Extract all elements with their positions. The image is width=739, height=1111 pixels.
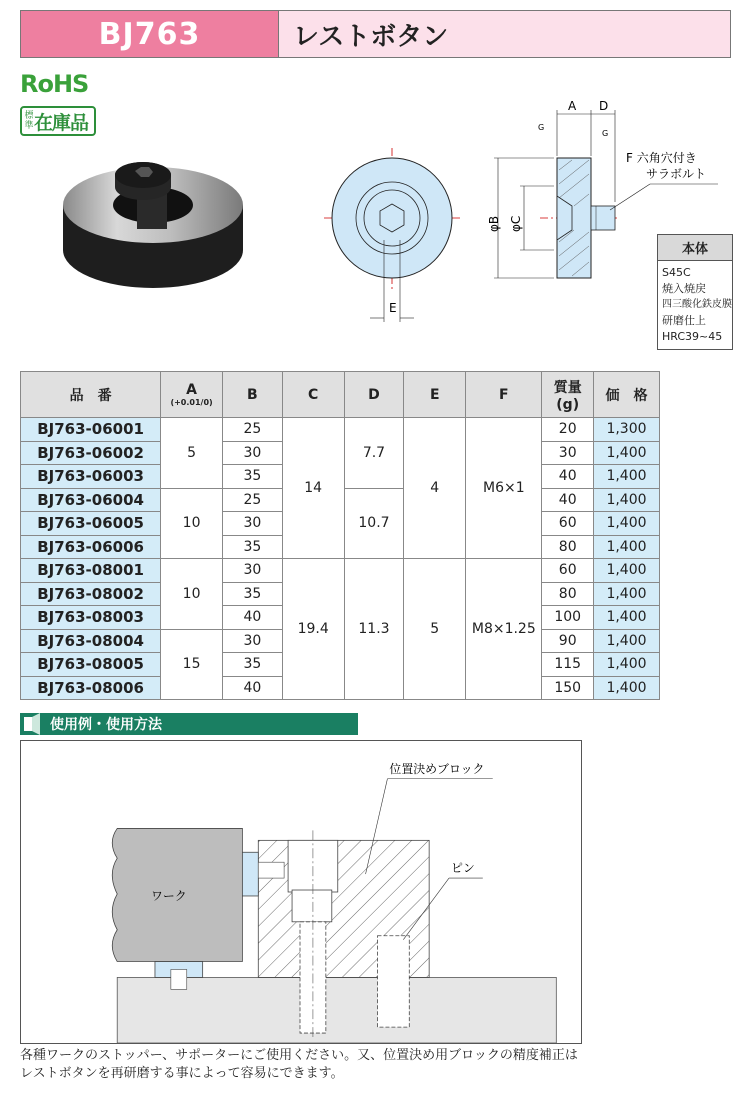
dim-a-label: A (568, 99, 577, 113)
dim-b-label: φB (487, 215, 501, 232)
bolt-head (292, 890, 332, 922)
stock-badge-small-text: 標 準 (24, 111, 34, 131)
f-label-line1: F 六角穴付き (626, 151, 697, 165)
rest-button-side (242, 852, 258, 896)
stock-badge-text: 在庫品 (34, 111, 89, 134)
table-row: BJ763-08006 40 150 1,400 (21, 676, 660, 700)
front-view (324, 148, 460, 322)
product-name: レストボタン (279, 11, 730, 57)
spec-table (20, 371, 660, 700)
header-price: 価 格 (593, 372, 659, 418)
material-spec: S45C 焼入焼戻 四三酸化鉄皮膜 研磨仕上 HRC39~45 (662, 266, 732, 343)
table-row: BJ763-08001 10 30 19.4 11.3 5 M8×1.25 60 1,400 (21, 559, 660, 583)
roughness-2: G (602, 129, 609, 138)
usage-diagram (20, 740, 582, 1044)
header-f: F (466, 372, 542, 418)
material-title: 本体 (658, 235, 732, 261)
table-row: BJ763-06003 35 40 1,400 (21, 465, 660, 489)
table-row: BJ763-06002 30 30 1,400 (21, 441, 660, 465)
f-label-line2: サラボルト (646, 167, 707, 181)
dim-c-label: φC (509, 215, 523, 232)
roughness-1: G (538, 123, 545, 132)
header-b: B (222, 372, 282, 418)
header-c: C (282, 372, 344, 418)
product-photo (55, 145, 250, 295)
section-title: 使用例・使用方法 (50, 717, 162, 733)
table-row: BJ763-08004 15 30 90 1,400 (21, 629, 660, 653)
material-box (657, 234, 733, 350)
table-row: BJ763-06005 30 60 1,400 (21, 512, 660, 536)
dim-e-label: E (389, 301, 397, 315)
pin (377, 936, 409, 1027)
header-d: D (344, 372, 404, 418)
section-accent (20, 713, 40, 735)
table-row: BJ763-06001 5 25 14 7.7 4 M6×1 20 1,300 (21, 418, 660, 442)
product-code: BJ763 (21, 11, 279, 57)
table-row: BJ763-06006 35 80 1,400 (21, 535, 660, 559)
header-e: E (404, 372, 466, 418)
header-mass: 質量 (g) (542, 372, 594, 418)
usage-note: 各種ワークのストッパー、サポーターにご使用ください。又、位置決め用ブロックの精度補正は レストボタンを再研磨する事によって容易にできます。 (20, 1048, 578, 1081)
table-row: BJ763-06004 10 25 10.7 40 1,400 (21, 488, 660, 512)
table-row: BJ763-08005 35 115 1,400 (21, 653, 660, 677)
title-bar (20, 10, 731, 58)
dim-d-label: D (599, 99, 609, 113)
table-row: BJ763-08002 35 80 1,400 (21, 582, 660, 606)
table-row: BJ763-08003 40 100 1,400 (21, 606, 660, 630)
work-label: ワーク (150, 888, 187, 903)
block-label: 位置決めブロック (389, 761, 485, 776)
header-code: 品 番 (21, 372, 161, 418)
standard-stock-badge (20, 106, 96, 136)
section-heading (20, 713, 358, 735)
pin-label: ピン (451, 861, 475, 876)
rohs-badge: RoHS (20, 70, 89, 98)
header-a: A (+0.01/0) (161, 372, 223, 418)
